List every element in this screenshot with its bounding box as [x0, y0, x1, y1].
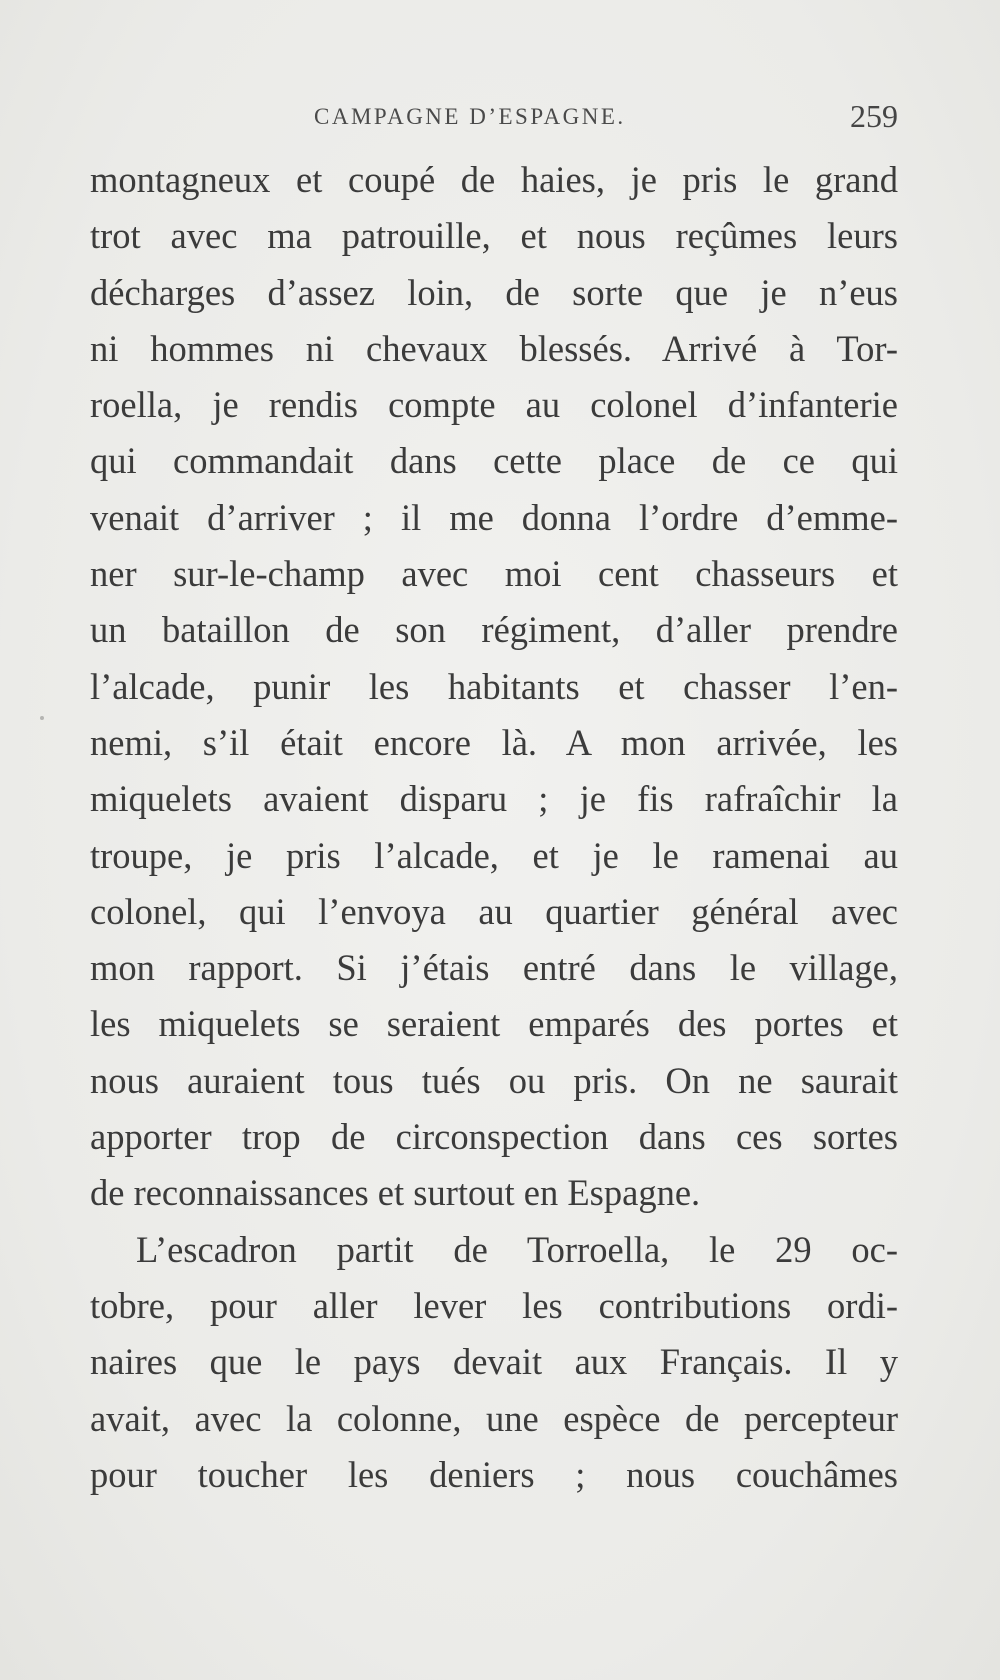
- text-line: venait d’arriver ; il me donna l’ordre d’emme-: [90, 496, 898, 538]
- page-number: 259: [850, 98, 898, 134]
- text-line: ner sur-le-champ avec moi cent chasseurs et: [90, 553, 898, 595]
- text-line: apporter trop de circonspection dans ces sortes: [90, 1116, 898, 1158]
- text-line: tobre, pour aller lever les contributions ordi-: [90, 1284, 898, 1326]
- paragraph-end-line: de reconnaissances et surtout en Espagne.: [90, 1172, 701, 1214]
- text-line: colonel, qui l’envoya au quartier général avec: [90, 890, 898, 932]
- body-text: [90, 152, 898, 1503]
- text-line: ni hommes ni chevaux blessés. Arrivé à Tor-: [90, 327, 898, 369]
- text-line: naires que le pays devait aux Français. Il y: [90, 1341, 898, 1383]
- text-line: nous auraient tous tués ou pris. On ne saurait: [90, 1059, 898, 1101]
- text-line: nemi, s’il était encore là. A mon arrivée, les: [90, 721, 898, 763]
- text-line: roella, je rendis compte au colonel d’infanterie: [90, 384, 898, 426]
- text-line: pour toucher les deniers ; nous couchâmes: [90, 1453, 898, 1495]
- text-line: mon rapport. Si j’étais entré dans le village,: [90, 947, 898, 989]
- text-line: décharges d’assez loin, de sorte que je n’eus: [90, 271, 898, 313]
- text-line: avait, avec la colonne, une espèce de percepteur: [90, 1397, 898, 1439]
- text-line: trot avec ma patrouille, et nous reçûmes leurs: [90, 215, 898, 257]
- running-head: [90, 98, 898, 138]
- text-line: les miquelets se seraient emparés des portes et: [90, 1003, 898, 1045]
- paragraph-start-line: L’escadron partit de Torroella, le 29 oc-: [136, 1228, 898, 1270]
- text-line: un bataillon de son régiment, d’aller prendre: [90, 609, 898, 651]
- text-line: l’alcade, punir les habitants et chasser l’en-: [90, 665, 898, 707]
- running-title: CAMPAGNE D’ESPAGNE.: [314, 104, 626, 129]
- text-line: miquelets avaient disparu ; je fis rafraîchir la: [90, 778, 898, 820]
- text-line: montagneux et coupé de haies, je pris le grand: [90, 159, 898, 200]
- paper-speck: [40, 716, 44, 720]
- text-line: troupe, je pris l’alcade, et je le ramenai au: [90, 834, 898, 876]
- text-line: qui commandait dans cette place de ce qui: [90, 440, 898, 482]
